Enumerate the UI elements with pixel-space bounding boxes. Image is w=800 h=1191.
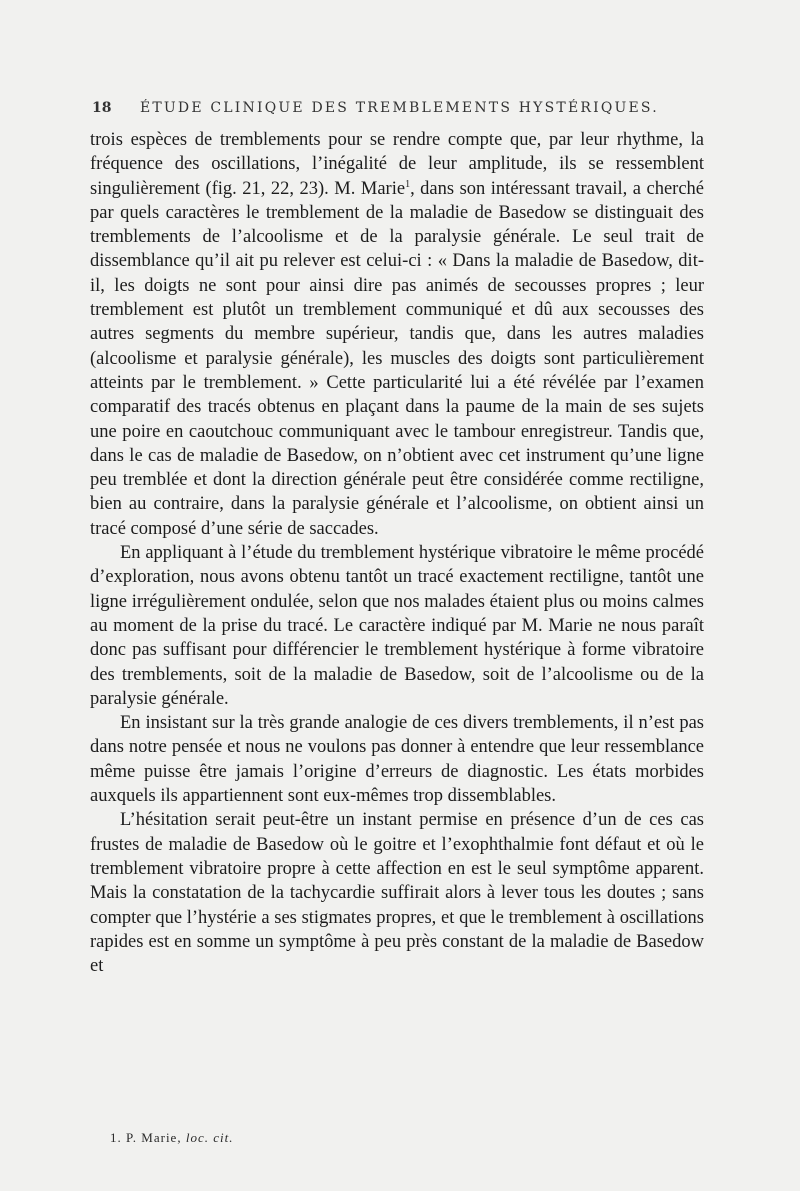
paragraph-4: L’hésitation serait peut-être un instant permise en présence d’un de ces cas frustes de maladie de Basedow où le goitre et l’exophthalmie font défaut et où le tremblement vibratoire propre à cette affection en est le seul symptôme apparent. Mais la constatation de la tachycardie suffirait alors à lever tous les doutes ; sans compter que l’hystérie a ses stigmates propres, et que le tremblement à oscillations rapides est en somme un symptôme à peu près constant de la maladie de Basedow et	[90, 810, 704, 977]
footnote	[110, 1130, 233, 1146]
paragraph-2: En appliquant à l’étude du tremblement hystérique vibratoire le même procédé d’exploration, nous avons obtenu tantôt un tracé exactement rectiligne, tantôt une ligne irrégulièrement ondulée, selon que nos malades étaient plus ou moins calmes au moment de la prise du tracé. Le caractère indiqué par M. Marie ne nous paraît donc pas suffisant pour différencier le tremblement hystérique à forme vibratoire des tremblements, soit de la maladie de Basedow, soit de l’alcoolisme ou de la paralysie générale.	[90, 543, 704, 709]
running-header	[92, 100, 700, 116]
body-text	[90, 128, 704, 978]
paragraph-1	[90, 128, 704, 541]
paragraph-1-text-b: , dans son intéressant travail, a cherché par quels caractères le tremblement de la maladie de Basedow se distinguait des tremblements de l’alcoolisme et de la paralysie générale. Le seul trait de dissemblance qu’il ait pu relever est celui-ci : « Dans la maladie de Basedow, dit-il, les doigts ne sont pour ainsi dire pas animés de secousses propres ; leur tremblement est plutôt un tremblement communiqué et dû aux secousses des autres segments du membre supérieur, tandis que, dans les autres maladies (alcoolisme et paralysie générale), les muscles des doigts sont particulièrement atteints par le tremblement. » Cette particularité lui a été révélée par l’examen comparatif des tracés obtenus en plaçant dans la paume de la main de ses sujets une poire en caoutchouc communiquant avec le tambour enregistreur. Tandis que, dans le cas de maladie de Basedow, on n’obtient avec cet instrument qu’une ligne peu tremblée et dont la direction générale peut être considérée comme rectiligne, bien au contraire, dans la paralysie générale et l’alcoolisme, on obtient ainsi un tracé composé d’une série de saccades.	[90, 178, 704, 539]
footnote-marker[interactable]: 1	[405, 178, 411, 190]
paragraph-1-text-a: trois espèces de tremblements pour se rendre compte que, par leur rhythme, la fréquence des oscillations, l’inégalité de leur amplitude, ils se ressemblent singulièrement (fig. 21, 22, 23). M. Marie	[90, 130, 704, 199]
running-title: ÉTUDE CLINIQUE DES TREMBLEMENTS HYSTÉRIQUES.	[139, 100, 659, 116]
page-number: 18	[92, 100, 112, 116]
footnote-number: 1.	[110, 1130, 122, 1145]
footnote-author: P. Marie,	[126, 1130, 182, 1145]
paragraph-3: En insistant sur la très grande analogie de ces divers tremblements, il n’est pas dans notre pensée et nous ne voulons pas donner à entendre que leur ressemblance même puisse être jamais l’origine d’erreurs de diagnostic. Les états morbides auxquels ils appartiennent sont eux-mêmes trop dissemblables.	[90, 713, 704, 807]
footnote-reference: loc. cit.	[185, 1130, 234, 1145]
